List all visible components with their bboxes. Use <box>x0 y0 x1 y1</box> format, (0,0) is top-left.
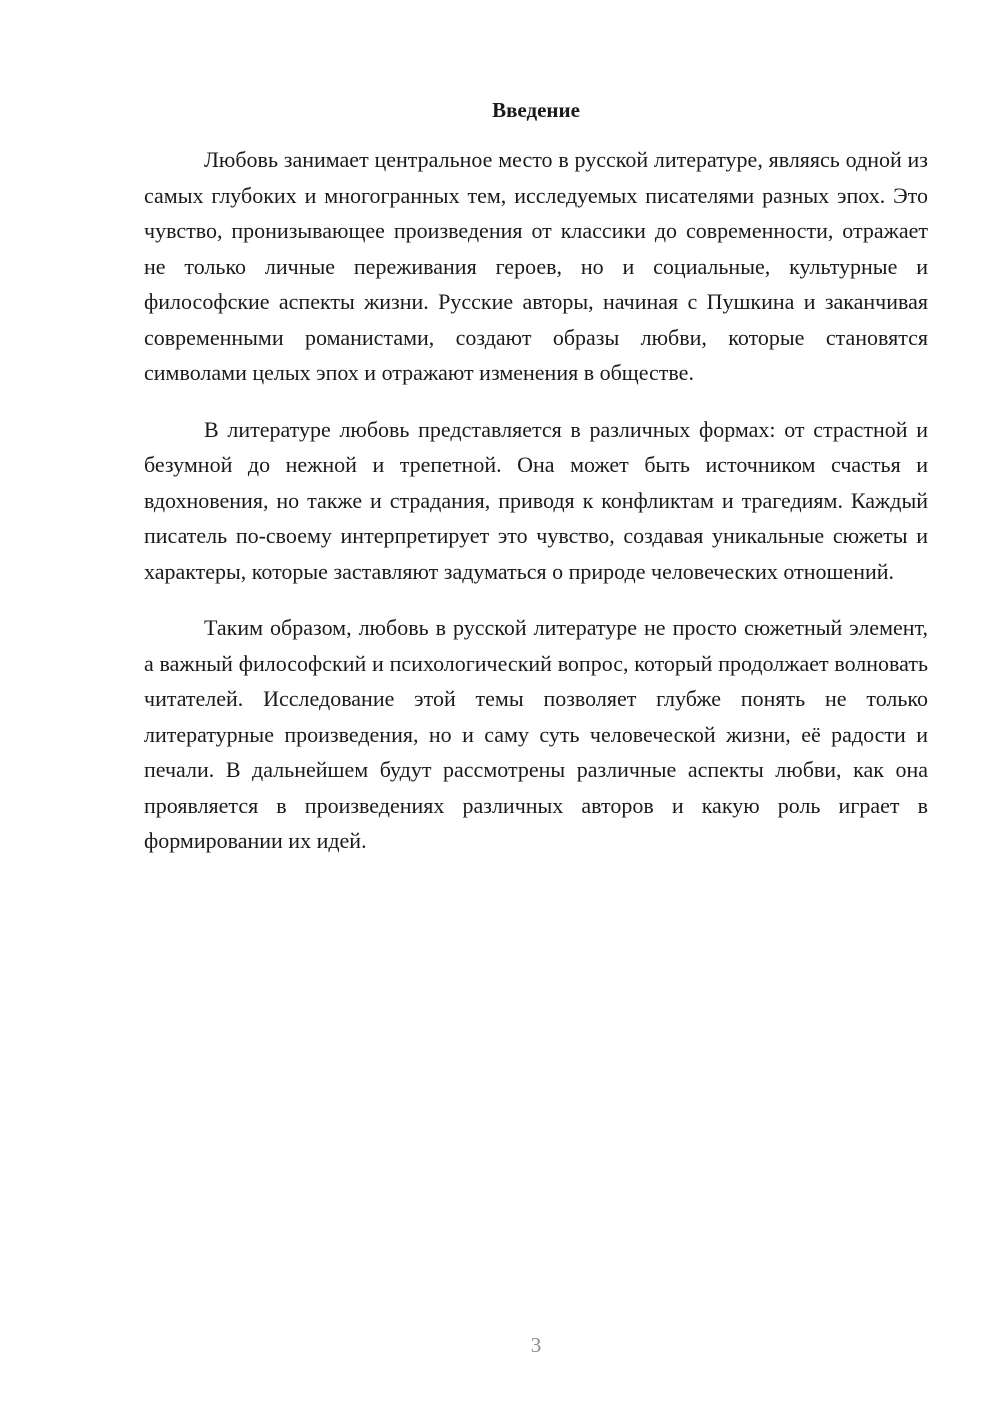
paragraph-1: Любовь занимает центральное место в русской литературе, являясь одной из самых глубоких и многогранных тем, исследуемых писателями разных эпох. Это чувство, пронизывающее произведения от классики до современности, отражает не только личные переживания героев, но и социальные, культурные и философские аспекты жизни. Русские авторы, начиная с Пушкина и заканчивая современными романистами, создают образы любви, которые становятся символами целых эпох и отражают изменения в обществе. <box>144 147 928 385</box>
paragraph-3: Таким образом, любовь в русской литературе не просто сюжетный элемент, а важный философский и психологический вопрос, который продолжает волновать читателей. Исследование этой темы позволяет глубже понять не только литературные произведения, но и саму суть человеческой жизни, её радости и печали. В дальнейшем будут рассмотрены различные аспекты любви, как она проявляется в произведениях различных авторов и какую роль играет в формировании их идей. <box>144 615 928 853</box>
section-heading: Введение <box>492 98 580 122</box>
page-content <box>144 95 928 880</box>
paragraph-2: В литературе любовь представляется в различных формах: от страстной и безумной до нежной и трепетной. Она может быть источником счастья и вдохновения, но также и страдания, приводя к конфликтам и трагедиям. Каждый писатель по-своему интерпретирует это чувство, создавая уникальные сюжеты и характеры, которые заставляют задуматься о природе человеческих отношений. <box>144 416 928 584</box>
page-number: 3 <box>530 1333 542 1357</box>
